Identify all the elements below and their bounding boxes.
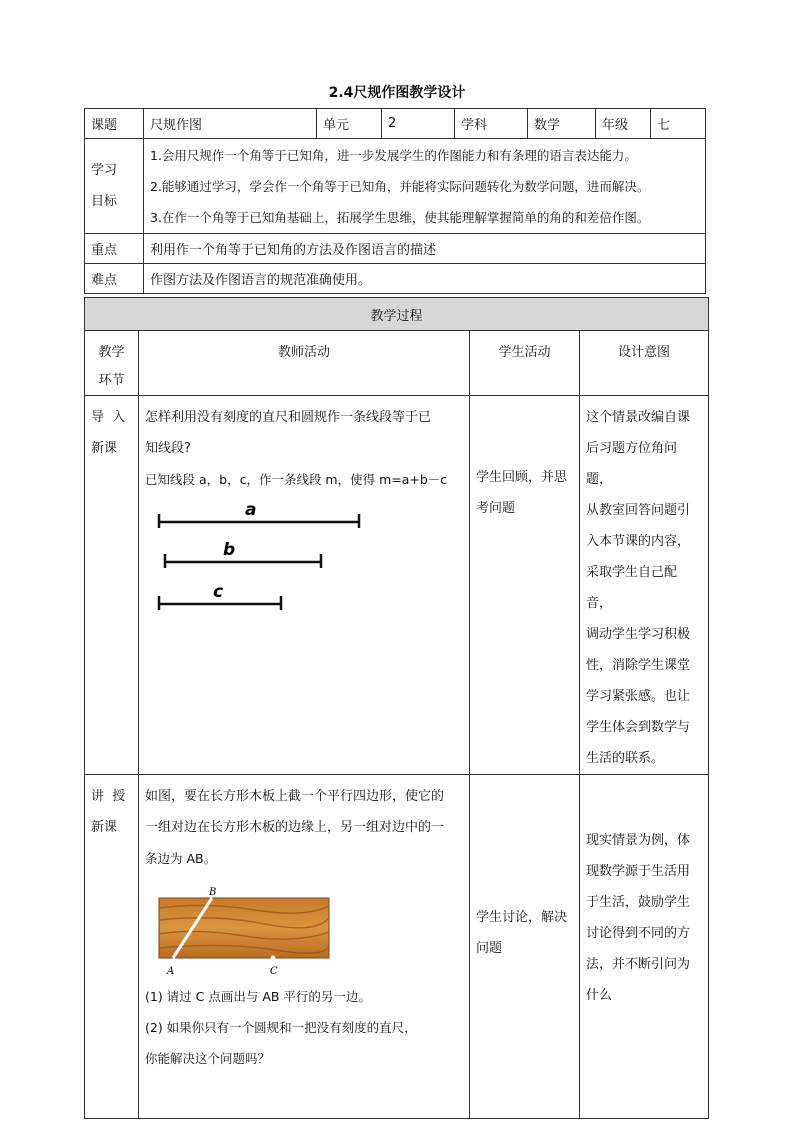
student-text-line: 学生回顾，并思 — [476, 470, 568, 485]
stage-line-1: 导 入 — [91, 410, 126, 425]
topic-value: 尺规作图 — [144, 109, 317, 139]
student-cell — [470, 396, 580, 775]
intent-line: 讨论得到不同的方 — [586, 926, 691, 941]
goal-item: 3.在作一个角等于已知角基础上，拓展学生思维，使其能理解掌握简单的角的和差倍作图。 — [150, 209, 650, 225]
goal-item: 2.能够通过学习，学会作一个角等于已知角，并能将实际问题转化为数学问题，进而解决。 — [150, 178, 650, 194]
goals-label-line-1: 学习 — [91, 163, 118, 178]
wood-board-svg — [145, 886, 345, 981]
intent-line: 现实情景为例，体 — [586, 833, 691, 848]
col-teacher: 教师活动 — [139, 331, 470, 396]
subject-value: 数学 — [528, 109, 596, 139]
segment-a-label: a — [245, 500, 257, 520]
student-text-line: 学生讨论，解决 — [476, 910, 568, 925]
intent-cell — [580, 775, 709, 1119]
intent-cell — [580, 396, 709, 775]
grade-label: 年级 — [596, 109, 651, 139]
intent-line: 调动学生学习积极 — [586, 627, 691, 642]
question-2-line-2: 你能解决这个问题吗？ — [145, 1051, 271, 1066]
intent-line: 生活的联系。 — [586, 751, 665, 766]
intent-line: 法，并不断引问为 — [586, 957, 691, 972]
intent-line: 学习紧张感。也让 — [586, 689, 691, 704]
student-text-line: 问题 — [476, 941, 503, 956]
stage-line-2: 新课 — [91, 441, 118, 456]
intent-line: 性，消除学生课堂 — [586, 658, 691, 673]
key-value: 利用作一个角等于已知角的方法及作图语言的描述 — [144, 234, 706, 264]
point-c — [271, 956, 276, 961]
goal-item: 1.会用尺规作一个角等于已知角，进一步发展学生的作图能力和有条理的语言表达能力。 — [150, 147, 637, 163]
point-c-label: C — [270, 966, 278, 977]
segment-c-label: c — [213, 582, 224, 602]
teacher-cell — [139, 396, 470, 775]
intent-line: 从教室回答问题引 — [586, 503, 691, 518]
wood-board-figure — [145, 886, 345, 981]
teacher-text-line: 怎样利用没有刻度的直尺和圆规作一条线段等于已 — [145, 410, 432, 425]
teacher-text-line: 条边为 AB。 — [145, 851, 217, 866]
segment-b-label: b — [223, 540, 236, 560]
table-row — [85, 775, 709, 1119]
process-header: 教学过程 — [85, 298, 709, 331]
teacher-text-line: 已知线段 a，b，c，作一条线段 m，使得 m=a+b－c — [145, 472, 448, 487]
grade-value: 七 — [651, 109, 706, 139]
page-title: 2.4尺规作图教学设计 — [328, 85, 466, 101]
table-row — [85, 396, 709, 775]
goals-label — [85, 139, 144, 234]
col-student: 学生活动 — [470, 331, 580, 396]
teacher-text-line: 一组对边在长方形木板的边缘上，另一组对边中的一 — [145, 820, 445, 835]
segments-figure — [145, 495, 463, 617]
question-1: (1) 请过 C 点画出与 AB 平行的另一边。 — [145, 989, 371, 1004]
stage-line-1: 讲 授 — [91, 789, 126, 804]
unit-label: 单元 — [317, 109, 382, 139]
student-text-line: 考问题 — [476, 501, 516, 516]
subject-label: 学科 — [455, 109, 528, 139]
student-cell — [470, 775, 580, 1119]
intent-line: 后习题方位角问题， — [586, 441, 678, 487]
process-table — [84, 297, 709, 1119]
info-table — [84, 108, 706, 294]
col-stage-line-1: 教学 — [98, 345, 125, 360]
difficult-value: 作图方法及作图语言的规范准确使用。 — [144, 264, 706, 294]
goals-value — [144, 139, 706, 234]
intent-line: 入本节课的内容， — [586, 534, 691, 549]
intent-line: 现数学源于生活用 — [586, 864, 691, 879]
point-b-label: B — [209, 887, 217, 898]
stage-line-2: 新课 — [91, 820, 118, 835]
stage-cell — [85, 775, 139, 1119]
difficult-label: 难点 — [85, 264, 144, 294]
intent-line: 于生活，鼓励学生 — [586, 895, 691, 910]
goals-label-line-2: 目标 — [91, 194, 118, 209]
intent-line: 学生体会到数学与 — [586, 720, 691, 735]
intent-line: 这个情景改编自课 — [586, 410, 691, 425]
col-intent: 设计意图 — [580, 331, 709, 396]
teacher-cell — [139, 775, 470, 1119]
teacher-text-line: 知线段? — [145, 441, 191, 456]
segments-svg — [145, 495, 465, 617]
col-stage-line-2: 环节 — [98, 373, 125, 388]
unit-value: 2 — [382, 109, 455, 139]
teacher-text-line: 如图，要在长方形木板上截一个平行四边形，使它的 — [145, 789, 445, 804]
stage-cell — [85, 396, 139, 775]
intent-line: 采取学生自己配音， — [586, 565, 678, 611]
question-2-line-1: (2) 如果你只有一个圆规和一把没有刻度的直尺， — [145, 1020, 417, 1035]
key-label: 重点 — [85, 234, 144, 264]
col-stage — [85, 331, 139, 396]
topic-label: 课题 — [85, 109, 144, 139]
intent-line: 什么 — [586, 988, 613, 1003]
point-a-label: A — [167, 966, 175, 977]
